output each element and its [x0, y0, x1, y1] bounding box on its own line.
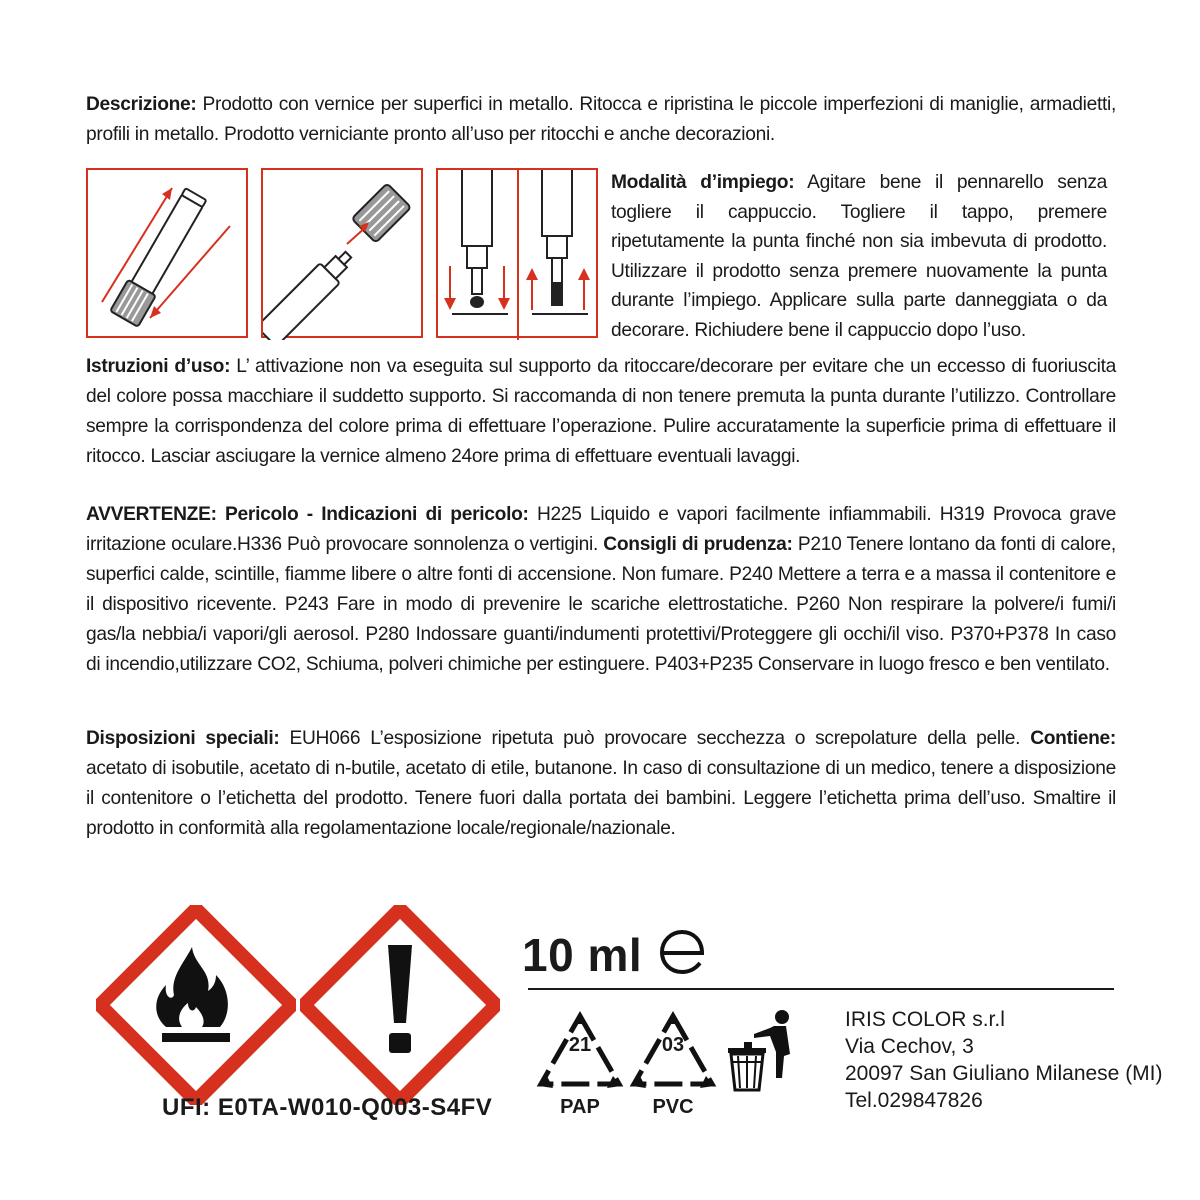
shake-marker-illustration [86, 168, 248, 338]
warnings-paragraph [86, 500, 1116, 680]
manufacturer-name: IRIS COLOR s.r.l [845, 1008, 1005, 1031]
special-provisions-paragraph [86, 724, 1116, 844]
warnings-text: H225 Liquido e vapori facilmente infiammabili. H319 Provoca grave irritazione oculare.H336 Può provocare sonnolenza o vertigini. [86, 504, 1116, 555]
manufacturer-phone: Tel.029847826 [845, 1089, 983, 1112]
special-text: EUH066 L’esposizione ripetuta può provocare secchezza o screpolature della pelle. [279, 728, 1031, 749]
contains-label: Contiene: [1030, 728, 1116, 749]
warnings-label: AVVERTENZE: Pericolo - Indicazioni di pericolo: [86, 504, 529, 525]
instructions-text: L’ attivazione non va eseguita sul supporto da ritoccare/decorare per evitare che un eccesso di fuoriuscita del colore possa macchiare il suddetto supporto. Si raccomanda di non tenere premuta la punta durante l’utilizzo. Controllare sempre la corrispondenza del colore prima di effettuare l’operazione. Pulire accuratamente la superficie prima di effettuare il ritocco. Lasciar asciugare la vernice almeno 24ore prima di effettuare eventuali lavaggi. [86, 356, 1116, 467]
instructions-label: Istruzioni d’uso: [86, 356, 231, 377]
recycling-label: PVC [652, 1096, 694, 1118]
manufacturer-city: 20097 San Giuliano Milanese (MI) [845, 1062, 1163, 1085]
flame-icon [96, 905, 296, 1105]
shake-icon [88, 170, 250, 340]
trash-bin-icon [724, 1008, 804, 1092]
usage-mode-paragraph [611, 168, 1107, 345]
ufi-code: UFI: E0TA-W010-Q003-S4FV [162, 1094, 493, 1121]
activate-tip-illustration [436, 168, 598, 338]
contains-text: acetato di isobutile, acetato di n-butile, acetato di etile, butanone. In caso di consultazione di un medico, tenere a disposizione il contenitore o l’etichetta del prodotto. Tenere fuori dalla portata dei bambini. Leggere l’etichetta prima dell’uso. Smaltire il prodotto in conformità alla regolamentazione locale/regionale/nazionale. [86, 758, 1116, 839]
exclamation-icon [300, 905, 500, 1105]
description-text: Prodotto con vernice per superfici in metallo. Ritocca e ripristina le piccole imperfezioni di maniglie, armadietti, profili in metallo. Prodotto verniciante pronto all’uso per ritocchi e anche decorazioni. [86, 94, 1116, 145]
instructions-paragraph [86, 352, 1116, 472]
usage-mode-text: Agitare bene il pennarello senza togliere il cappuccio. Togliere il tappo, premere ripetutamente la punta finché non sia imbevuta di prodotto. Utilizzare il prodotto senza premere nuovamente la punta durante l’impiego. Applicare sulla parte danneggiata o da decorare. Richiudere bene il cappuccio dopo l’uso. [611, 172, 1108, 341]
recycling-code: 21 [568, 1034, 592, 1056]
estimated-sign-icon [656, 926, 708, 978]
recycling-code: 03 [661, 1034, 685, 1056]
divider [528, 988, 1114, 990]
volume-label: 10 ml [522, 929, 643, 981]
manufacturer-address [845, 1006, 1163, 1114]
usage-mode-label: Modalità d’impiego: [611, 172, 795, 193]
manufacturer-street: Via Cechov, 3 [845, 1035, 974, 1058]
precautions-label: Consigli di prudenza: [603, 534, 793, 555]
recycling-label: PAP [560, 1096, 600, 1118]
special-label: Disposizioni speciali: [86, 728, 280, 749]
precautions-text: P210 Tenere lontano da fonti di calore, superfici calde, scintille, fiamme libere o altre fonti di accensione. Non fumare. P240 Mettere a terra e a massa il contenitore e il dispositivo ricevente. P243 Fare in modo di prevenire le scariche elettrostatiche. P260 Non respirare la polvere/i fumi/i gas/la nebbia/i vapori/gli aerosol. P280 Indossare guanti/indumenti protettivi/Proteggere gli occhi/il viso. P370+P378 In caso di incendio,utilizzare CO2, Schiuma, polveri chimiche per estinguere. P403+P235 Conservare in luogo fresco e ben ventilato. [86, 534, 1116, 675]
description-paragraph [86, 90, 1116, 150]
remove-cap-illustration [261, 168, 423, 338]
pump-icon [438, 170, 600, 340]
cap-icon [263, 170, 425, 340]
description-label: Descrizione: [86, 94, 197, 115]
